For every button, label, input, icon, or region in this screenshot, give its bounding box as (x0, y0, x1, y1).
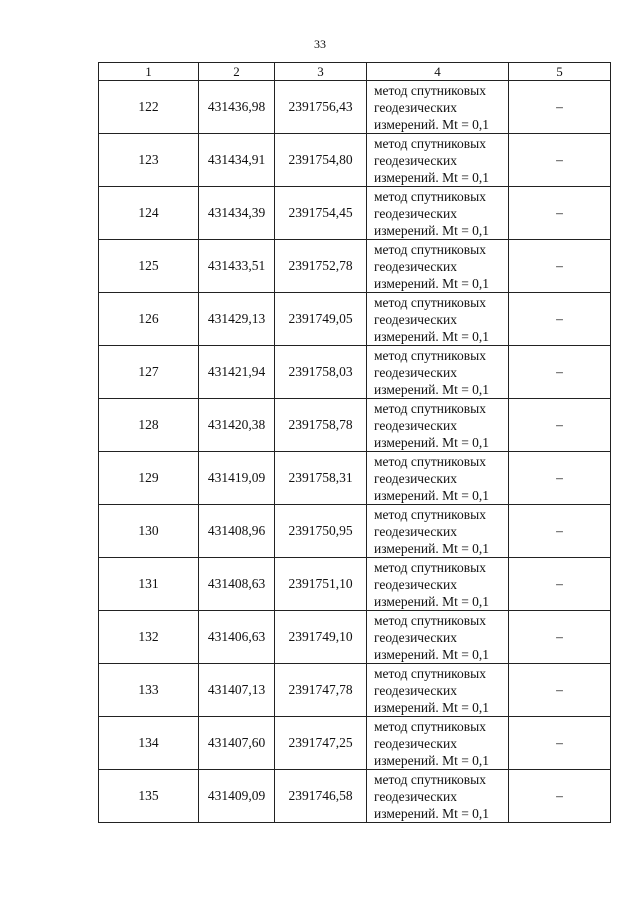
coordinates-table (98, 62, 611, 823)
method-line: измерений. Mt = 0,1 (374, 805, 490, 821)
table-row (99, 558, 611, 611)
method-line: геодезических (374, 735, 457, 751)
note-cell: – (509, 346, 611, 399)
point-number-cell: 133 (99, 664, 199, 717)
point-number-cell: 135 (99, 770, 199, 823)
method-cell (367, 134, 509, 187)
y-coordinate-cell: 2391756,43 (275, 81, 367, 134)
table-row (99, 134, 611, 187)
point-number-cell: 128 (99, 399, 199, 452)
table-row (99, 187, 611, 240)
point-number-cell: 123 (99, 134, 199, 187)
x-coordinate-cell: 431433,51 (199, 240, 275, 293)
method-line: метод спутниковых (374, 400, 486, 416)
method-line: измерений. Mt = 0,1 (374, 328, 490, 344)
method-line: метод спутниковых (374, 453, 486, 469)
method-line: геодезических (374, 417, 457, 433)
method-line: геодезических (374, 205, 457, 221)
x-coordinate-cell: 431406,63 (199, 611, 275, 664)
method-line: геодезических (374, 258, 457, 274)
column-header: 2 (199, 63, 275, 81)
x-coordinate-cell: 431409,09 (199, 770, 275, 823)
x-coordinate-cell: 431429,13 (199, 293, 275, 346)
table-row (99, 452, 611, 505)
column-header: 4 (367, 63, 509, 81)
column-header: 1 (99, 63, 199, 81)
point-number-cell: 129 (99, 452, 199, 505)
table-row (99, 240, 611, 293)
x-coordinate-cell: 431420,38 (199, 399, 275, 452)
method-cell (367, 240, 509, 293)
method-line: метод спутниковых (374, 241, 486, 257)
x-coordinate-cell: 431434,39 (199, 187, 275, 240)
method-line: геодезических (374, 576, 457, 592)
note-cell: – (509, 187, 611, 240)
point-number-cell: 132 (99, 611, 199, 664)
note-cell: – (509, 558, 611, 611)
note-cell: – (509, 717, 611, 770)
method-cell (367, 664, 509, 717)
method-line: геодезических (374, 364, 457, 380)
method-line: метод спутниковых (374, 559, 486, 575)
method-line: геодезических (374, 99, 457, 115)
method-cell (367, 505, 509, 558)
method-line: измерений. Mt = 0,1 (374, 434, 490, 450)
table-row (99, 664, 611, 717)
method-line: метод спутниковых (374, 718, 486, 734)
method-cell (367, 346, 509, 399)
method-cell (367, 717, 509, 770)
method-line: геодезических (374, 788, 457, 804)
x-coordinate-cell: 431436,98 (199, 81, 275, 134)
table-row (99, 611, 611, 664)
method-line: измерений. Mt = 0,1 (374, 169, 490, 185)
method-line: измерений. Mt = 0,1 (374, 275, 490, 291)
x-coordinate-cell: 431421,94 (199, 346, 275, 399)
point-number-cell: 131 (99, 558, 199, 611)
y-coordinate-cell: 2391747,78 (275, 664, 367, 717)
note-cell: – (509, 81, 611, 134)
method-line: измерений. Mt = 0,1 (374, 752, 490, 768)
method-line: метод спутниковых (374, 347, 486, 363)
method-line: геодезических (374, 152, 457, 168)
column-header: 3 (275, 63, 367, 81)
note-cell: – (509, 664, 611, 717)
note-cell: – (509, 293, 611, 346)
note-cell: – (509, 611, 611, 664)
method-cell (367, 558, 509, 611)
method-line: геодезических (374, 682, 457, 698)
method-line: геодезических (374, 470, 457, 486)
y-coordinate-cell: 2391751,10 (275, 558, 367, 611)
method-line: метод спутниковых (374, 135, 486, 151)
note-cell: – (509, 505, 611, 558)
y-coordinate-cell: 2391749,05 (275, 293, 367, 346)
x-coordinate-cell: 431407,60 (199, 717, 275, 770)
column-header: 5 (509, 63, 611, 81)
y-coordinate-cell: 2391747,25 (275, 717, 367, 770)
y-coordinate-cell: 2391750,95 (275, 505, 367, 558)
method-line: метод спутниковых (374, 771, 486, 787)
x-coordinate-cell: 431407,13 (199, 664, 275, 717)
method-line: измерений. Mt = 0,1 (374, 540, 490, 556)
table-row (99, 346, 611, 399)
y-coordinate-cell: 2391749,10 (275, 611, 367, 664)
x-coordinate-cell: 431408,96 (199, 505, 275, 558)
table-row (99, 770, 611, 823)
table-row (99, 505, 611, 558)
method-line: геодезических (374, 523, 457, 539)
method-line: метод спутниковых (374, 294, 486, 310)
method-cell (367, 611, 509, 664)
method-line: геодезических (374, 629, 457, 645)
table-row (99, 717, 611, 770)
table-row (99, 81, 611, 134)
method-cell (367, 187, 509, 240)
method-line: метод спутниковых (374, 82, 486, 98)
point-number-cell: 134 (99, 717, 199, 770)
y-coordinate-cell: 2391758,78 (275, 399, 367, 452)
y-coordinate-cell: 2391758,03 (275, 346, 367, 399)
point-number-cell: 122 (99, 81, 199, 134)
method-line: измерений. Mt = 0,1 (374, 487, 490, 503)
table-row (99, 399, 611, 452)
method-line: измерений. Mt = 0,1 (374, 593, 490, 609)
y-coordinate-cell: 2391758,31 (275, 452, 367, 505)
method-line: измерений. Mt = 0,1 (374, 222, 490, 238)
x-coordinate-cell: 431408,63 (199, 558, 275, 611)
note-cell: – (509, 240, 611, 293)
method-cell (367, 452, 509, 505)
point-number-cell: 124 (99, 187, 199, 240)
y-coordinate-cell: 2391754,80 (275, 134, 367, 187)
method-line: метод спутниковых (374, 188, 486, 204)
method-line: измерений. Mt = 0,1 (374, 381, 490, 397)
method-line: геодезических (374, 311, 457, 327)
method-line: измерений. Mt = 0,1 (374, 646, 490, 662)
method-line: измерений. Mt = 0,1 (374, 116, 490, 132)
point-number-cell: 126 (99, 293, 199, 346)
x-coordinate-cell: 431419,09 (199, 452, 275, 505)
note-cell: – (509, 770, 611, 823)
x-coordinate-cell: 431434,91 (199, 134, 275, 187)
note-cell: – (509, 134, 611, 187)
table-body (99, 63, 611, 823)
method-line: измерений. Mt = 0,1 (374, 699, 490, 715)
y-coordinate-cell: 2391746,58 (275, 770, 367, 823)
table-row (99, 293, 611, 346)
note-cell: – (509, 399, 611, 452)
method-cell (367, 81, 509, 134)
method-cell (367, 293, 509, 346)
point-number-cell: 127 (99, 346, 199, 399)
point-number-cell: 125 (99, 240, 199, 293)
y-coordinate-cell: 2391752,78 (275, 240, 367, 293)
method-line: метод спутниковых (374, 612, 486, 628)
method-cell (367, 399, 509, 452)
method-cell (367, 770, 509, 823)
y-coordinate-cell: 2391754,45 (275, 187, 367, 240)
point-number-cell: 130 (99, 505, 199, 558)
table-header-row (99, 63, 611, 81)
method-line: метод спутниковых (374, 665, 486, 681)
page-number: 33 (314, 37, 326, 51)
note-cell: – (509, 452, 611, 505)
method-line: метод спутниковых (374, 506, 486, 522)
